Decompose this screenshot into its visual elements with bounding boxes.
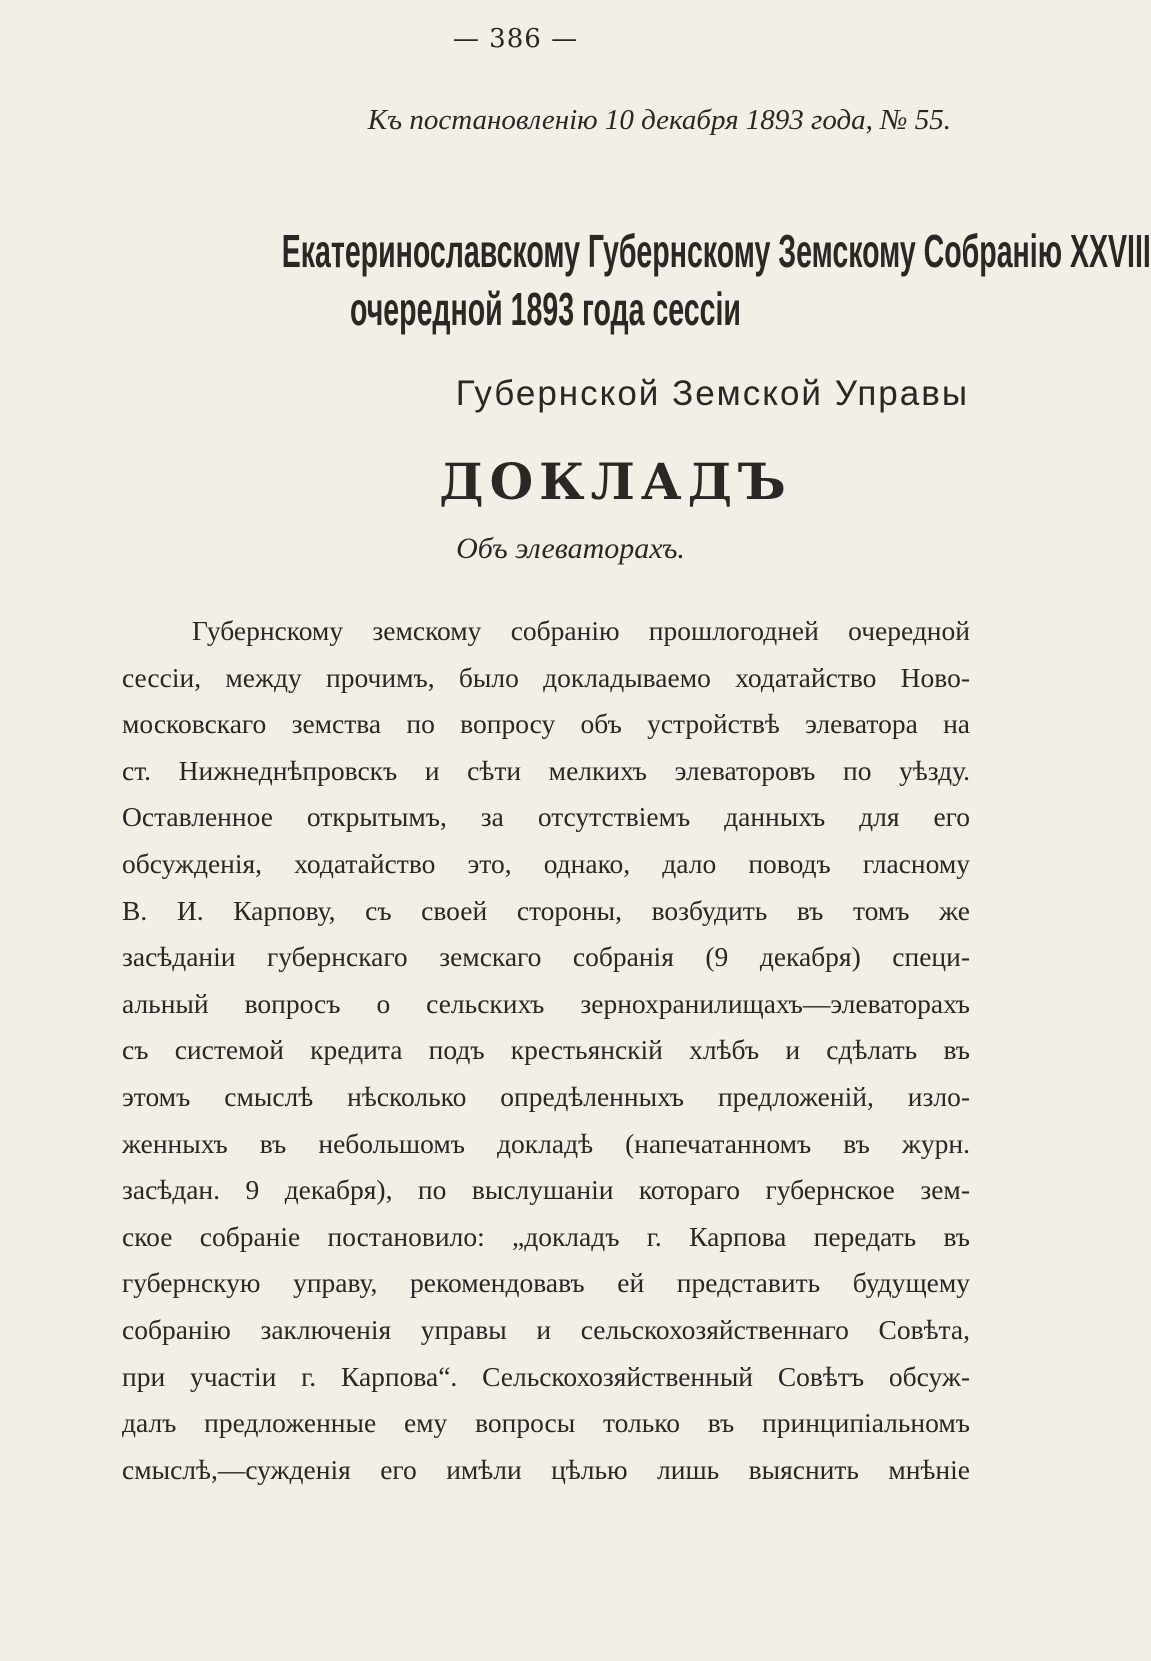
text-line: при участіи г. Карпова“. Сельскохозяйственный Совѣтъ обсуж- xyxy=(122,1360,970,1392)
document-title: ДОКЛАДЪ xyxy=(439,452,792,511)
text-line: этомъ смыслѣ нѣсколько опредѣленныхъ предложеній, изло- xyxy=(122,1080,970,1112)
text-line: собранію заключенія управы и сельскохозяйственнаго Совѣта, xyxy=(122,1313,970,1345)
text-line: засѣдан. 9 декабря), по выслушаніи котораго губернское зем- xyxy=(122,1174,970,1206)
text-line: съ системой кредита подъ крестьянскій хлѣбъ и сдѣлать въ xyxy=(122,1034,970,1066)
text-line: далъ предложенные ему вопросы только въ принципіальномъ xyxy=(122,1407,970,1439)
body-paragraph xyxy=(122,608,970,1493)
text-line: ское собраніе постановило: „докладъ г. Карпова передать въ xyxy=(122,1220,970,1252)
board-subheading: Губернской Земской Управы xyxy=(455,374,969,413)
assembly-heading xyxy=(281,222,1151,338)
text-line: Оставленное открытымъ, за отсутствіемъ данныхъ для его xyxy=(122,801,970,833)
text-line: Губернскому земскому собранію прошлогодней очередной xyxy=(192,615,970,646)
heading-line-1: Екатеринославскому Губернскому Земскому Собранію XXVIII xyxy=(281,225,1151,277)
heading-line-2: очередной 1893 года сессіи xyxy=(350,283,741,335)
text-line: московскаго земства по вопросу объ устройствѣ элеватора на xyxy=(122,708,970,740)
text-line: ст. Нижнеднѣпровскъ и сѣти мелкихъ элеваторовъ по уѣзду. xyxy=(122,754,970,786)
document-topic: Объ элеваторахъ. xyxy=(456,532,685,565)
text-line: женныхъ въ небольшомъ докладѣ (напечатанномъ въ журн. xyxy=(122,1127,970,1159)
text-line: обсужденія, ходатайство это, однако, дало поводъ гласному xyxy=(122,847,970,879)
page-number: — 386 — xyxy=(452,24,579,54)
text-line: смыслѣ,—сужденія его имѣли цѣлью лишь выяснить мнѣніе xyxy=(122,1453,970,1485)
text-line: губернскую управу, рекомендовавъ ей представить будущему xyxy=(122,1267,970,1299)
text-line: альный вопросъ о сельскихъ зернохранилищахъ—элеваторахъ xyxy=(122,987,970,1019)
text-line: В. И. Карпову, съ своей стороны, возбудить въ томъ же xyxy=(122,894,970,926)
text-line: засѣданіи губернскаго земскаго собранія (9 декабря) специ- xyxy=(122,941,970,973)
resolution-reference: Къ постановленію 10 декабря 1893 года, № 55. xyxy=(367,104,951,136)
text-line: сессіи, между прочимъ, было докладываемо ходатайство Ново- xyxy=(122,661,970,693)
